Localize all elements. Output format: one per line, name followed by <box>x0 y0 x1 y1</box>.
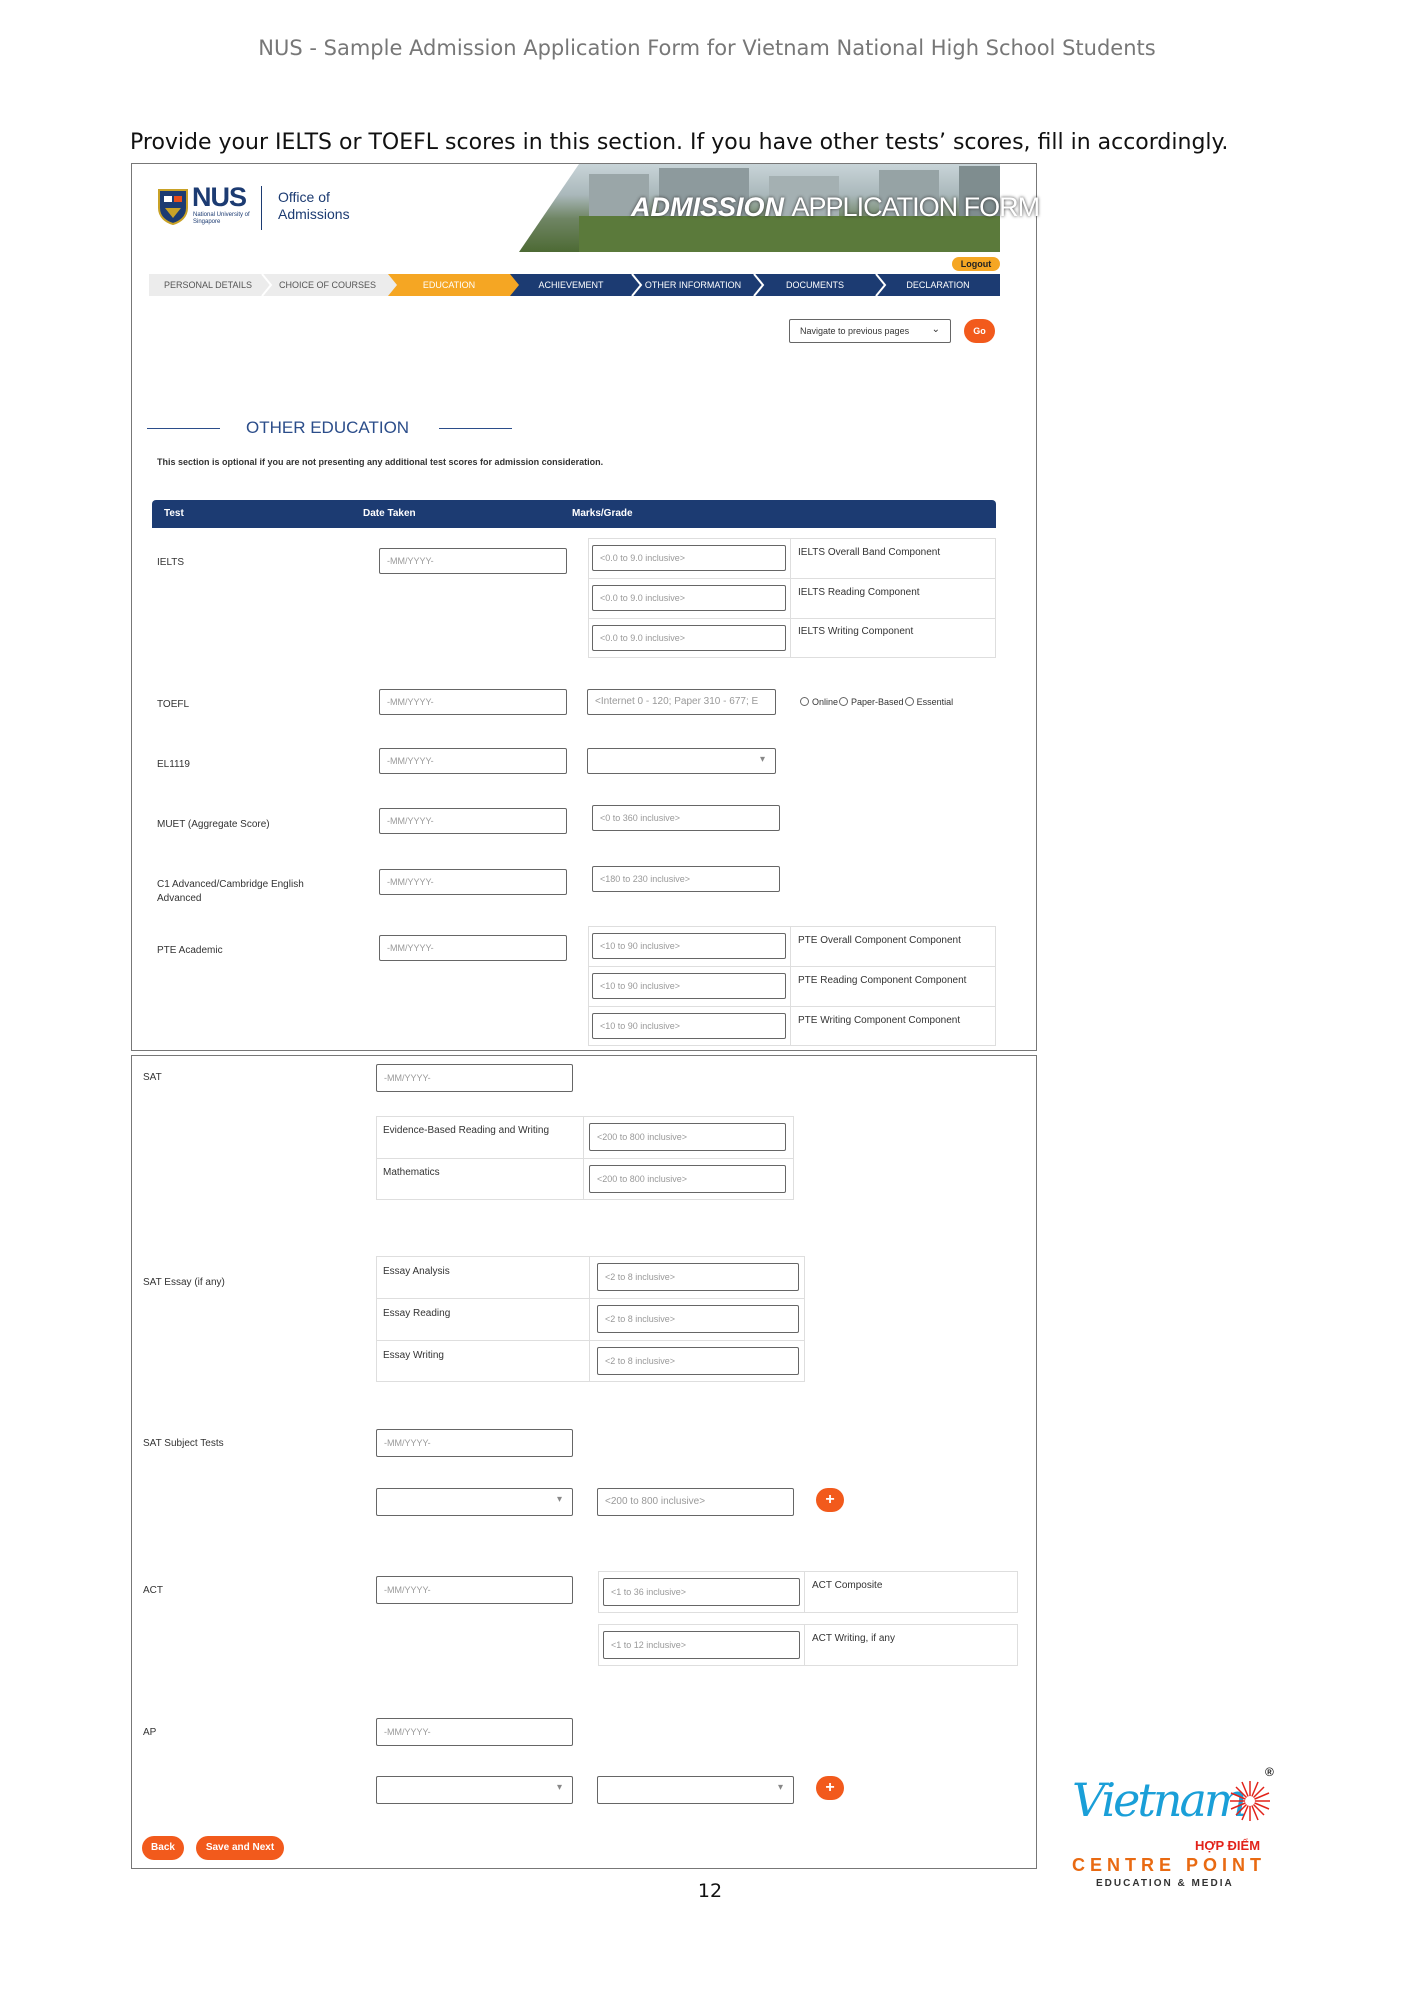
ielts-reading-label: IELTS Reading Component <box>798 587 920 598</box>
logout-button[interactable]: Logout <box>952 257 1000 271</box>
sat-subject-date-input[interactable]: -MM/YYYY- <box>376 1429 573 1457</box>
title-rule-right <box>439 428 512 429</box>
sat-ebrw-input[interactable]: <200 to 800 inclusive> <box>589 1123 786 1151</box>
office-line-2: Admissions <box>278 206 350 222</box>
act-date-input[interactable]: -MM/YYYY- <box>376 1576 573 1604</box>
essay-reading-input[interactable]: <2 to 8 inclusive> <box>597 1305 799 1333</box>
banner-light-text: APPLICATION FORM <box>791 192 1040 222</box>
el1119-label: EL1119 <box>157 759 190 770</box>
ielts-writing-label: IELTS Writing Component <box>798 626 914 637</box>
el1119-grade-select[interactable] <box>587 748 776 774</box>
pte-label: PTE Academic <box>157 945 223 956</box>
section-note: This section is optional if you are not presenting any additional test scores for admission consideration. <box>157 457 604 467</box>
logo-burst-icon <box>1228 1779 1272 1828</box>
logo-hop-diem: HỢP ĐIỂM <box>1195 1838 1261 1853</box>
sat-subject-label: SAT Subject Tests <box>143 1438 224 1449</box>
logo-script-text: Vietnam <box>1072 1773 1245 1827</box>
step-achievement[interactable]: ACHIEVEMENT <box>510 274 632 296</box>
intro-text: Provide your IELTS or TOEFL scores in this section. If you have other tests’ scores, fill in accordingly. <box>130 130 1229 155</box>
sat-math-input[interactable]: <200 to 800 inclusive> <box>589 1165 786 1193</box>
c1-advanced-date-input[interactable]: -MM/YYYY- <box>379 869 567 895</box>
ap-date-input[interactable]: -MM/YYYY- <box>376 1718 573 1746</box>
sat-subject-add-button[interactable]: + <box>816 1488 844 1512</box>
act-writing-input[interactable]: <1 to 12 inclusive> <box>603 1631 800 1659</box>
radio-essential-label: Essential <box>916 697 954 707</box>
registered-mark: ® <box>1265 1765 1274 1779</box>
step-education[interactable]: EDUCATION <box>388 274 510 296</box>
sat-subject-select[interactable] <box>376 1488 573 1516</box>
ielts-date-input[interactable]: -MM/YYYY- <box>379 548 567 574</box>
col-test: Test <box>164 508 184 519</box>
sat-subject-score-input[interactable]: <200 to 800 inclusive> <box>597 1488 794 1516</box>
page-number: 12 <box>697 1880 723 1902</box>
table-header <box>152 500 996 528</box>
nus-logo-subtext: National University of Singapore <box>193 212 250 225</box>
ielts-overall-label: IELTS Overall Band Component <box>798 547 941 558</box>
toefl-score-input[interactable]: <Internet 0 - 120; Paper 310 - 677; E <box>587 689 776 715</box>
c1-advanced-label-line-1: C1 Advanced/Cambridge English <box>157 879 304 890</box>
ielts-reading-input[interactable]: <0.0 to 9.0 inclusive> <box>592 585 786 611</box>
muet-score-input[interactable]: <0 to 360 inclusive> <box>592 805 780 831</box>
toefl-label: TOEFL <box>157 699 190 710</box>
title-rule-left <box>147 428 220 429</box>
el1119-date-input[interactable]: -MM/YYYY- <box>379 748 567 774</box>
act-composite-label: ACT Composite <box>812 1580 883 1591</box>
radio-essential-icon[interactable] <box>905 697 914 706</box>
sat-ebrw-label: Evidence-Based Reading and Writing <box>383 1125 550 1136</box>
step-declaration[interactable]: DECLARATION <box>876 274 1000 296</box>
pte-writing-label: PTE Writing Component Component <box>798 1015 961 1026</box>
sat-essay-label: SAT Essay (if any) <box>143 1277 225 1288</box>
act-label: ACT <box>143 1585 163 1596</box>
chevron-down-icon: ▾ <box>556 1782 562 1793</box>
logo-divider <box>261 186 262 230</box>
document-header: NUS - Sample Admission Application Form for Vietnam National High School Students <box>258 36 1156 60</box>
admission-banner <box>519 164 1040 252</box>
step-personal-details[interactable]: PERSONAL DETAILS <box>149 274 267 296</box>
navigate-previous-select[interactable] <box>789 319 951 343</box>
ielts-overall-input[interactable]: <0.0 to 9.0 inclusive> <box>592 545 786 571</box>
c1-advanced-score-input[interactable]: <180 to 230 inclusive> <box>592 866 780 892</box>
pte-overall-input[interactable]: <10 to 90 inclusive> <box>592 933 786 959</box>
office-line-1: Office of <box>278 189 330 205</box>
act-composite-input[interactable]: <1 to 36 inclusive> <box>603 1578 800 1606</box>
pte-reading-input[interactable]: <10 to 90 inclusive> <box>592 973 786 999</box>
chevron-down-icon: ⌄ <box>931 324 940 335</box>
ap-subject-select[interactable] <box>376 1776 573 1804</box>
act-writing-label: ACT Writing, if any <box>812 1633 895 1644</box>
toefl-type-radios <box>800 697 953 707</box>
col-date-taken: Date Taken <box>363 508 416 519</box>
essay-reading-label: Essay Reading <box>383 1308 451 1319</box>
save-and-next-button[interactable]: Save and Next <box>196 1836 284 1860</box>
ielts-label: IELTS <box>157 557 185 568</box>
back-button[interactable]: Back <box>142 1836 184 1860</box>
navigate-select-value: Navigate to previous pages <box>800 326 910 336</box>
step-other-information[interactable]: OTHER INFORMATION <box>632 274 754 296</box>
nus-logo-text: NUS <box>192 182 247 212</box>
step-choice-of-courses[interactable]: CHOICE OF COURSES <box>267 274 388 296</box>
sat-math-label: Mathematics <box>383 1167 440 1178</box>
essay-analysis-input[interactable]: <2 to 8 inclusive> <box>597 1263 799 1291</box>
radio-online-icon[interactable] <box>800 697 809 706</box>
sat-date-input[interactable]: -MM/YYYY- <box>376 1064 573 1092</box>
pte-writing-input[interactable]: <10 to 90 inclusive> <box>592 1013 786 1039</box>
screenshot-frame-2 <box>131 1055 1037 1869</box>
pte-overall-label: PTE Overall Component Component <box>798 935 961 946</box>
pte-date-input[interactable]: -MM/YYYY- <box>379 935 567 961</box>
essay-writing-label: Essay Writing <box>383 1350 444 1361</box>
pte-reading-label: PTE Reading Component Component <box>798 975 967 986</box>
radio-online-label: Online <box>812 697 839 707</box>
nus-crest-icon <box>157 188 189 226</box>
step-chevron-icons <box>149 274 1000 296</box>
chevron-down-icon: ▾ <box>777 1782 783 1793</box>
step-documents[interactable]: DOCUMENTS <box>754 274 876 296</box>
chevron-down-icon: ▾ <box>759 754 765 765</box>
col-marks-grade: Marks/Grade <box>572 508 633 519</box>
logo-education-media: EDUCATION & MEDIA <box>1096 1878 1234 1889</box>
screenshot-frame-1 <box>131 163 1040 1051</box>
step-navigation <box>149 274 1000 296</box>
ap-label: AP <box>143 1727 157 1738</box>
muet-date-input[interactable]: -MM/YYYY- <box>379 808 567 834</box>
chevron-down-icon: ▾ <box>556 1494 562 1505</box>
radio-paper-based-icon[interactable] <box>839 697 848 706</box>
logo-centre-point: CENTRE POINT <box>1072 1855 1267 1875</box>
essay-analysis-label: Essay Analysis <box>383 1266 450 1277</box>
go-button[interactable]: Go <box>964 319 995 343</box>
ap-grade-select[interactable] <box>597 1776 794 1804</box>
toefl-date-input[interactable]: -MM/YYYY- <box>379 689 567 715</box>
c1-advanced-label-line-2: Advanced <box>157 893 202 904</box>
section-title: OTHER EDUCATION <box>246 418 410 437</box>
muet-label: MUET (Aggregate Score) <box>157 819 270 830</box>
radio-paper-based-label: Paper-Based <box>851 697 904 707</box>
essay-writing-input[interactable]: <2 to 8 inclusive> <box>597 1347 799 1375</box>
ielts-writing-input[interactable]: <0.0 to 9.0 inclusive> <box>592 625 786 651</box>
centre-point-logo <box>1060 1765 1280 1900</box>
ap-add-button[interactable]: + <box>816 1776 844 1800</box>
sat-label: SAT <box>143 1072 162 1083</box>
banner-bold-text: ADMISSION <box>631 192 785 222</box>
